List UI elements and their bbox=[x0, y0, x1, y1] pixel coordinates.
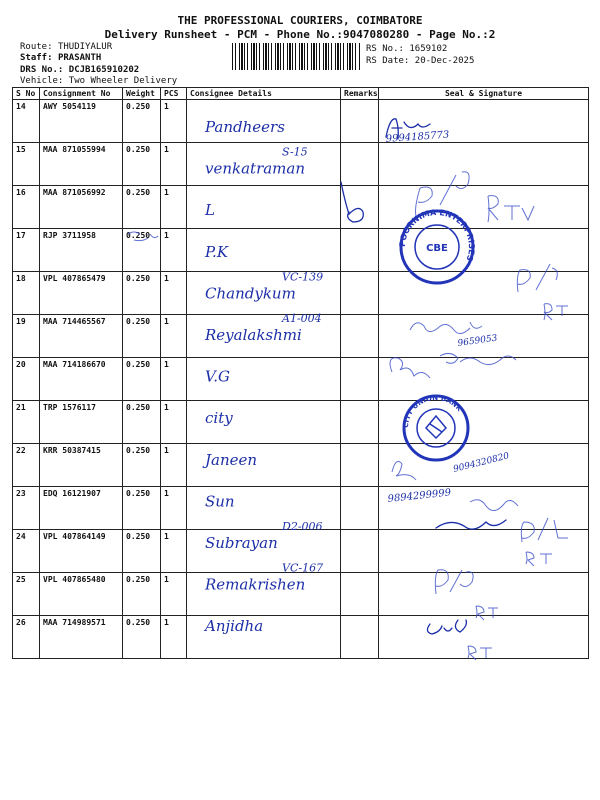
drs-line bbox=[20, 65, 139, 75]
table-row bbox=[13, 186, 589, 229]
remarks-cell bbox=[341, 272, 379, 315]
barcode-bar bbox=[283, 43, 284, 70]
consignee-handwriting: Remakrishen bbox=[205, 575, 306, 594]
consignee-handwriting: Reyalakshmi bbox=[205, 326, 302, 344]
consignment-cell: TRP 1576117 bbox=[40, 401, 123, 444]
rs-date-label: RS Date: bbox=[366, 56, 410, 66]
barcode-bar bbox=[239, 43, 240, 70]
barcode-bar bbox=[337, 43, 339, 70]
consignee-handwriting: Pandheers bbox=[205, 118, 285, 136]
company-name: THE PROFESSIONAL COURIERS, COIMBATORE bbox=[177, 14, 423, 27]
barcode-bar bbox=[287, 43, 288, 70]
consignee-note-handwriting: VC-139 bbox=[282, 270, 324, 284]
pcs-cell: 1 bbox=[161, 186, 187, 229]
consignee-handwriting: Anjidha bbox=[205, 617, 264, 636]
barcode-bar bbox=[268, 43, 269, 70]
barcode-bar bbox=[319, 43, 320, 70]
signature-cell bbox=[379, 573, 589, 616]
barcode-bar bbox=[313, 43, 315, 70]
rs-no-value: 1659102 bbox=[409, 44, 448, 54]
rs-no-label: RS No.: bbox=[366, 44, 404, 54]
barcode-bar bbox=[343, 43, 344, 70]
signature-cell bbox=[379, 444, 589, 487]
phone-signature: 9659053 bbox=[457, 333, 499, 349]
barcode-bar bbox=[316, 43, 317, 70]
col-consignment: Consignment No bbox=[40, 88, 123, 100]
vehicle-line bbox=[20, 76, 177, 86]
barcode-bar bbox=[244, 43, 245, 70]
consignee-note-handwriting: S-15 bbox=[282, 145, 308, 159]
barcode-bar bbox=[251, 43, 252, 70]
barcode-bar bbox=[311, 43, 312, 70]
consignee-cell bbox=[187, 100, 341, 143]
route-line bbox=[20, 42, 112, 52]
consignment-cell: EDQ 16121907 bbox=[40, 487, 123, 530]
weight-cell: 0.250 bbox=[123, 616, 161, 659]
staff-label: Staff: bbox=[20, 53, 53, 63]
pcs-cell: 1 bbox=[161, 358, 187, 401]
barcode-bar bbox=[328, 43, 329, 70]
signature-cell bbox=[379, 315, 589, 358]
remarks-cell bbox=[341, 444, 379, 487]
consignment-cell: MAA 714186670 bbox=[40, 358, 123, 401]
consignee-note-handwriting: D2-006 bbox=[282, 520, 323, 533]
consignment-cell: VPL 407864149 bbox=[40, 530, 123, 573]
consignee-handwriting: Subrayan bbox=[205, 534, 278, 552]
pcs-cell: 1 bbox=[161, 616, 187, 659]
barcode-bar bbox=[292, 43, 293, 70]
sno-cell: 20 bbox=[13, 358, 40, 401]
signature-cell bbox=[379, 186, 589, 229]
barcode-bar bbox=[349, 43, 351, 70]
barcode-bar bbox=[277, 43, 279, 70]
runsheet-subtitle: Delivery Runsheet - PCM - Phone No.:9047080280 - Page No.:2 bbox=[104, 28, 496, 41]
consignee-cell bbox=[187, 315, 341, 358]
phone-signature: 9894299999 bbox=[387, 487, 452, 505]
barcode-bar bbox=[301, 43, 303, 70]
barcode-bar bbox=[352, 43, 353, 70]
consignee-cell bbox=[187, 186, 341, 229]
consignee-handwriting: Sun bbox=[205, 492, 235, 511]
sno-cell: 21 bbox=[13, 401, 40, 444]
barcode-bar bbox=[307, 43, 308, 70]
consignee-handwriting: city bbox=[205, 409, 233, 428]
vehicle-value: Two Wheeler Delivery bbox=[68, 76, 178, 86]
table-row bbox=[13, 616, 589, 659]
consignee-note-handwriting: VC-167 bbox=[282, 561, 324, 575]
barcode-bar bbox=[289, 43, 291, 70]
remarks-cell bbox=[341, 487, 379, 530]
signature-cell bbox=[379, 100, 589, 143]
consignment-cell: AWY 5054119 bbox=[40, 100, 123, 143]
consignee-cell bbox=[187, 401, 341, 444]
consignee-cell bbox=[187, 530, 341, 573]
barcode-bar bbox=[265, 43, 267, 70]
table-row bbox=[13, 444, 589, 487]
remarks-cell bbox=[341, 401, 379, 444]
pcs-cell: 1 bbox=[161, 530, 187, 573]
barcode-bar bbox=[331, 43, 332, 70]
pcs-cell: 1 bbox=[161, 444, 187, 487]
table-row bbox=[13, 143, 589, 186]
drs-value: DCJB165910202 bbox=[68, 65, 140, 75]
table-row bbox=[13, 229, 589, 272]
consignee-handwriting: V.G bbox=[205, 367, 230, 386]
consignment-cell: RJP 3711958 bbox=[40, 229, 123, 272]
consignee-note-handwriting: A1-004 bbox=[282, 312, 322, 325]
weight-cell: 0.250 bbox=[123, 530, 161, 573]
barcode-bar bbox=[275, 43, 276, 70]
barcode-bar bbox=[340, 43, 341, 70]
barcode-bar bbox=[247, 43, 248, 70]
table-row bbox=[13, 100, 589, 143]
weight-cell: 0.250 bbox=[123, 272, 161, 315]
signature-cell bbox=[379, 530, 589, 573]
consignment-cell: VPL 407865480 bbox=[40, 573, 123, 616]
signature-cell bbox=[379, 143, 589, 186]
rs-date-line bbox=[366, 56, 474, 66]
consignee-handwriting: venkatraman bbox=[205, 159, 306, 178]
remarks-cell bbox=[341, 358, 379, 401]
signature-cell bbox=[379, 229, 589, 272]
pcs-cell: 1 bbox=[161, 143, 187, 186]
table-header-row bbox=[13, 88, 589, 100]
consignee-handwriting: L bbox=[205, 201, 215, 220]
barcode-image bbox=[232, 43, 360, 70]
consignment-cell: KRR 50387415 bbox=[40, 444, 123, 487]
barcode-bar bbox=[235, 43, 236, 70]
barcode-bar bbox=[323, 43, 324, 70]
consignee-handwriting: Janeen bbox=[205, 450, 258, 469]
barcode-bar bbox=[253, 43, 255, 70]
sno-cell: 24 bbox=[13, 530, 40, 573]
weight-cell: 0.250 bbox=[123, 487, 161, 530]
sno-cell: 15 bbox=[13, 143, 40, 186]
table-row bbox=[13, 358, 589, 401]
consignee-cell bbox=[187, 487, 341, 530]
sno-cell: 25 bbox=[13, 573, 40, 616]
staff-line bbox=[20, 53, 101, 63]
remarks-cell bbox=[341, 186, 379, 229]
consignee-cell bbox=[187, 272, 341, 315]
sno-cell: 19 bbox=[13, 315, 40, 358]
weight-cell: 0.250 bbox=[123, 401, 161, 444]
rs-no-line bbox=[366, 44, 447, 54]
barcode-bar bbox=[359, 43, 360, 70]
consignee-cell bbox=[187, 616, 341, 659]
col-sno: S No bbox=[13, 88, 40, 100]
table-row bbox=[13, 487, 589, 530]
runsheet-table bbox=[12, 87, 589, 659]
signature-cell bbox=[379, 616, 589, 659]
col-signature: Seal & Signature bbox=[379, 88, 589, 100]
col-remarks: Remarks bbox=[341, 88, 379, 100]
pcs-cell: 1 bbox=[161, 573, 187, 616]
barcode-bar bbox=[280, 43, 281, 70]
weight-cell: 0.250 bbox=[123, 444, 161, 487]
consignee-cell bbox=[187, 573, 341, 616]
weight-cell: 0.250 bbox=[123, 358, 161, 401]
table-row bbox=[13, 401, 589, 444]
signature-cell bbox=[379, 487, 589, 530]
barcode-bar bbox=[256, 43, 257, 70]
barcode-bar bbox=[299, 43, 300, 70]
pcs-cell: 1 bbox=[161, 401, 187, 444]
vehicle-label: Vehicle: bbox=[20, 76, 64, 86]
barcode-bar bbox=[347, 43, 348, 70]
col-pcs: PCS bbox=[161, 88, 187, 100]
phone-signature: 9094320820 bbox=[452, 451, 511, 475]
table-row bbox=[13, 530, 589, 573]
consignment-cell: MAA 714465567 bbox=[40, 315, 123, 358]
remarks-cell bbox=[341, 573, 379, 616]
barcode-bar bbox=[325, 43, 327, 70]
consignee-cell bbox=[187, 229, 341, 272]
seal-ring-text: POORNIMA ENTERPRISES bbox=[397, 207, 477, 263]
drs-label: DRS No.: bbox=[20, 65, 64, 75]
weight-cell: 0.250 bbox=[123, 229, 161, 272]
rs-date-value: 20-Dec-2025 bbox=[414, 56, 475, 66]
table-row bbox=[13, 272, 589, 315]
barcode-bar bbox=[241, 43, 243, 70]
consignment-cell: MAA 871056992 bbox=[40, 186, 123, 229]
sno-cell: 14 bbox=[13, 100, 40, 143]
consignee-cell bbox=[187, 358, 341, 401]
remarks-cell bbox=[341, 100, 379, 143]
route-label: Route: bbox=[20, 42, 53, 52]
table-row bbox=[13, 315, 589, 358]
barcode-bar bbox=[259, 43, 260, 70]
sno-cell: 26 bbox=[13, 616, 40, 659]
signature-cell bbox=[379, 272, 589, 315]
sno-cell: 22 bbox=[13, 444, 40, 487]
bank-seal-text: CITY UNION BANK bbox=[401, 393, 464, 429]
route-value: THUDIYALUR bbox=[57, 42, 113, 52]
col-consignee: Consignee Details bbox=[187, 88, 341, 100]
remarks-cell bbox=[341, 143, 379, 186]
consignee-handwriting: Chandykum bbox=[205, 284, 296, 303]
pcs-cell: 1 bbox=[161, 487, 187, 530]
pcs-cell: 1 bbox=[161, 100, 187, 143]
weight-cell: 0.250 bbox=[123, 100, 161, 143]
pcs-cell: 1 bbox=[161, 272, 187, 315]
remarks-cell bbox=[341, 530, 379, 573]
barcode-bar bbox=[355, 43, 356, 70]
weight-cell: 0.250 bbox=[123, 143, 161, 186]
table-row bbox=[13, 573, 589, 616]
seal-center-text: CBE bbox=[426, 243, 448, 254]
signature-cell bbox=[379, 401, 589, 444]
consignee-cell bbox=[187, 444, 341, 487]
sno-cell: 23 bbox=[13, 487, 40, 530]
consignment-cell: MAA 714989571 bbox=[40, 616, 123, 659]
consignee-cell bbox=[187, 143, 341, 186]
sno-cell: 16 bbox=[13, 186, 40, 229]
remarks-cell bbox=[341, 315, 379, 358]
barcode-bar bbox=[304, 43, 305, 70]
consignment-cell: VPL 407865479 bbox=[40, 272, 123, 315]
barcode-bar bbox=[263, 43, 264, 70]
barcode-bar bbox=[232, 43, 233, 70]
pcs-cell: 1 bbox=[161, 229, 187, 272]
sno-cell: 18 bbox=[13, 272, 40, 315]
barcode-bar bbox=[335, 43, 336, 70]
staff-value: PRASANTH bbox=[57, 53, 102, 63]
phone-signature: 9994185773 bbox=[385, 129, 450, 145]
sno-cell: 17 bbox=[13, 229, 40, 272]
col-weight: Weight bbox=[123, 88, 161, 100]
weight-cell: 0.250 bbox=[123, 315, 161, 358]
consignee-handwriting: P.K bbox=[205, 242, 229, 261]
remarks-cell bbox=[341, 229, 379, 272]
barcode-bar bbox=[271, 43, 272, 70]
pcs-cell: 1 bbox=[161, 315, 187, 358]
consignment-cell: MAA 871055994 bbox=[40, 143, 123, 186]
barcode-bar bbox=[295, 43, 296, 70]
signature-cell bbox=[379, 358, 589, 401]
remarks-cell bbox=[341, 616, 379, 659]
weight-cell: 0.250 bbox=[123, 186, 161, 229]
weight-cell: 0.250 bbox=[123, 573, 161, 616]
